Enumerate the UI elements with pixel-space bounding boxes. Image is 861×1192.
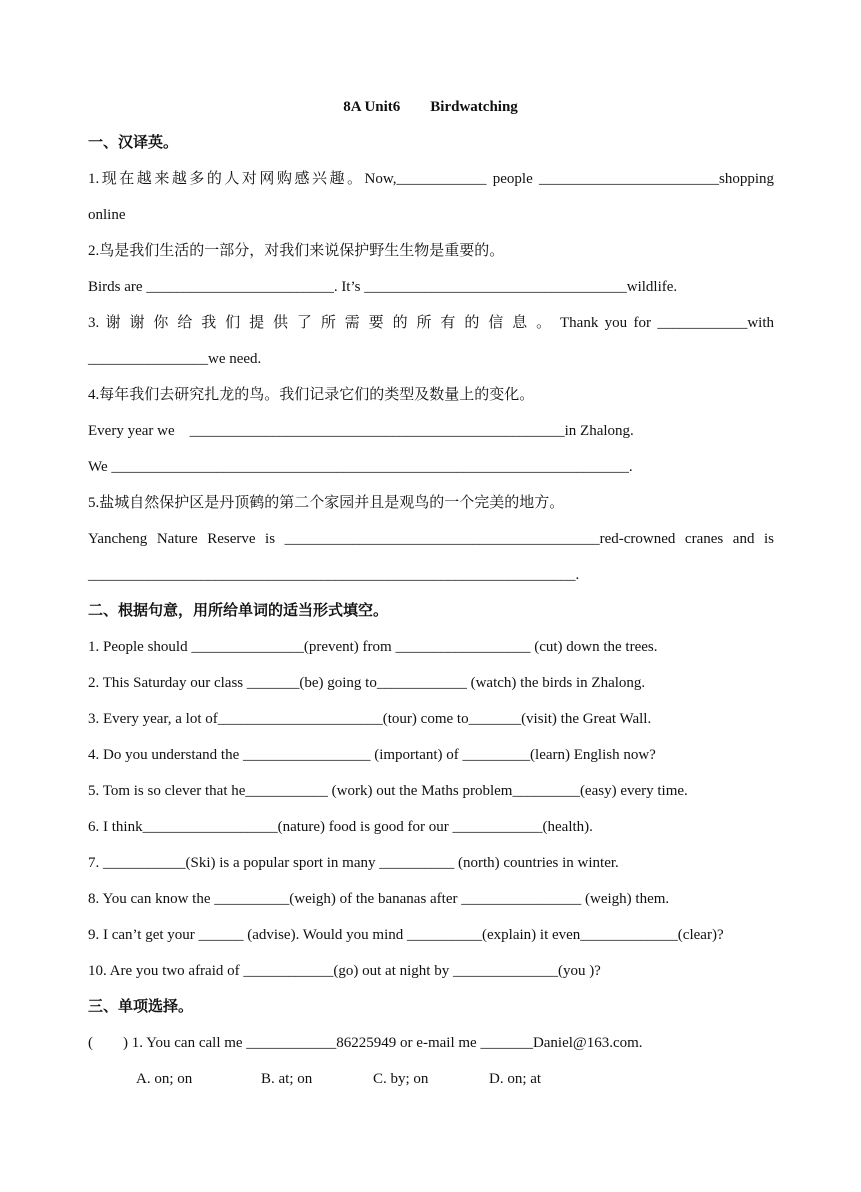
section2-item-9: 9. I can’t get your ______ (advise). Would you mind __________(explain) it even_____________(clear)? xyxy=(88,927,724,943)
section3-question-1: ( ) 1. You can call me ____________86225949 or e-mail me _______Daniel@163.com. xyxy=(88,1035,643,1051)
section1-heading: 一、汉译英。 xyxy=(88,135,179,151)
option-b: B. at; on xyxy=(261,1071,313,1087)
section1-line-3: 2.鸟是我们生活的一部分，对我们来说保护野生生物是重要的。 xyxy=(88,243,505,259)
section1-line-12: _________________________________________________________________. xyxy=(88,567,580,583)
section1-line-11: Yancheng Nature Reserve is __________________________________________red-crowned cranes and is xyxy=(88,531,774,547)
section2-item-3: 3. Every year, a lot of______________________(tour) come to_______(visit) the Great Wall. xyxy=(88,711,652,727)
section1-line-10: 5.盐城自然保护区是丹顶鹤的第二个家园并且是观鸟的一个完美的地方。 xyxy=(88,495,565,511)
option-a: A. on; on xyxy=(136,1071,193,1087)
section2-item-2: 2. This Saturday our class _______(be) going to____________ (watch) the birds in Zhalong. xyxy=(88,675,646,691)
section2-item-7: 7. ___________(Ski) is a popular sport in many __________ (north) countries in winter. xyxy=(88,855,619,871)
section2-item-1: 1. People should _______________(prevent) from __________________ (cut) down the trees. xyxy=(88,639,658,655)
section1-line-5: 3. 谢 谢 你 给 我 们 提 供 了 所 需 要 的 所 有 的 信 息 。 Thank you for ____________with xyxy=(88,315,774,331)
section3-heading: 三、单项选择。 xyxy=(88,999,194,1015)
section2-item-6: 6. I think__________________(nature) food is good for our ____________(health). xyxy=(88,819,593,835)
section1-line-1: 1.现在越来越多的人对网购感兴趣。Now,____________ people ________________________shopping xyxy=(88,171,774,187)
section1-line-8: Every year we __________________________________________________in Zhalong. xyxy=(88,423,634,439)
option-d: D. on; at xyxy=(489,1071,542,1087)
section2-item-10: 10. Are you two afraid of ____________(go) out at night by ______________(you )? xyxy=(88,963,601,979)
document-title: 8A Unit6 Birdwatching xyxy=(343,99,518,115)
section1-line-7: 4.每年我们去研究扎龙的鸟。我们记录它们的类型及数量上的变化。 xyxy=(88,387,535,403)
section2-item-5: 5. Tom is so clever that he___________ (work) out the Maths problem_________(easy) every time. xyxy=(88,783,688,799)
section1-line-4: Birds are _________________________. It’s ___________________________________wildlife. xyxy=(88,279,678,295)
section2-heading: 二、根据句意，用所给单词的适当形式填空。 xyxy=(88,603,389,619)
section1-line-9: We _____________________________________________________________________. xyxy=(88,459,633,475)
section2-item-8: 8. You can know the __________(weigh) of the bananas after ________________ (weigh) them. xyxy=(88,891,670,907)
section2-item-4: 4. Do you understand the _________________ (important) of _________(learn) English now? xyxy=(88,747,656,763)
option-c: C. by; on xyxy=(373,1071,429,1087)
section1-line-6: ________________we need. xyxy=(88,351,262,367)
section1-line-2: online xyxy=(88,207,126,223)
